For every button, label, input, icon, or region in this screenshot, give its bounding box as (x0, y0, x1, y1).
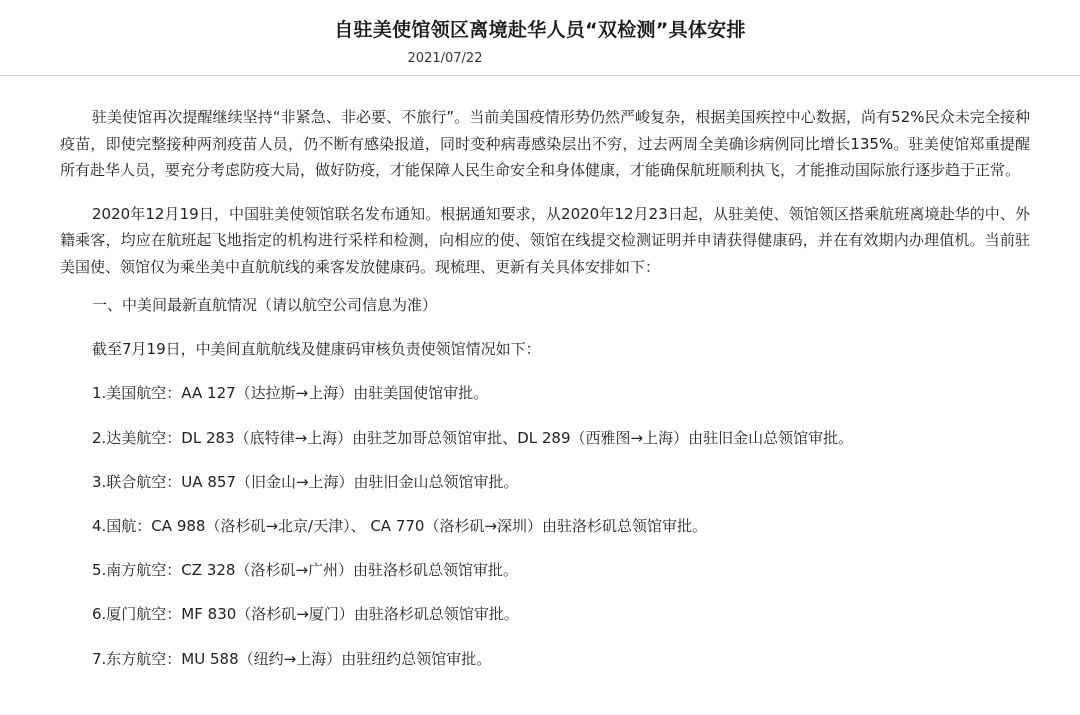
intro-line: 截至7月19日，中美间直航航线及健康码审核负责使领馆情况如下： (92, 340, 541, 359)
article-title: 自驻美使馆领区离境赴华人员“双检测”具体安排 (334, 19, 746, 41)
article-body (60, 104, 1030, 690)
article-header (0, 0, 1080, 76)
flight-item: 2.达美航空：DL 283（底特律→上海）由驻芝加哥总领馆审批、DL 289（西雅图→上海）由驻旧金山总领馆审批。 (92, 428, 854, 447)
flight-item: 5.南方航空：CZ 328（洛杉矶→广州）由驻洛杉矶总领馆审批。 (92, 561, 519, 580)
flight-item: 4.国航：CA 988（洛杉矶→北京/天津）、 CA 770（洛杉矶→深圳）由驻洛杉矶总领馆审批。 (92, 516, 708, 535)
paragraph-notice: 2020年12月19日，中国驻美使领馆联名发布通知。根据通知要求，从2020年12月23日起，从驻美使、领馆领区搭乘航班离境赴华的中、外籍乘客，均应在航班起飞地指定的机构进行采样和检测，向相应的使、领馆在线提交检测证明并申请获得健康码，并在有效期内办理值机。当前驻美国使、领馆仅为乘坐美中直航航线的乘客发放健康码。现梳理、更新有关具体安排如下： (60, 204, 1030, 276)
section-heading: 一、中美间最新直航情况（请以航空公司信息为准） (92, 296, 438, 314)
article-date: 2021/07/22 (407, 51, 483, 66)
paragraph-travel-advisory: 驻美使馆再次提醒继续坚持“非紧急、非必要、不旅行”。当前美国疫情形势仍然严峻复杂，根据美国疾控中心数据，尚有52%民众未完全接种疫苗，即使完整接种两剂疫苗人员，仍不断有感染报道，同时变种病毒感染层出不穷，过去两周全美确诊病例同比增长135%。驻美使馆郑重提醒所有赴华人员，要充分考虑防疫大局，做好防疫，才能保障人民生命安全和身体健康，才能确保航班顺利执飞，才能推动国际旅行逐步趋于正常。 (60, 108, 1030, 179)
flight-item: 1.美国航空：AA 127（达拉斯→上海）由驻美国使馆审批。 (92, 384, 489, 403)
flight-item: 3.联合航空：UA 857（旧金山→上海）由驻旧金山总领馆审批。 (92, 472, 519, 491)
flight-item: 6.厦门航空：MF 830（洛杉矶→厦门）由驻洛杉矶总领馆审批。 (92, 605, 519, 624)
flight-item: 7.东方航空：MU 588（纽约→上海）由驻纽约总领馆审批。 (92, 649, 492, 668)
